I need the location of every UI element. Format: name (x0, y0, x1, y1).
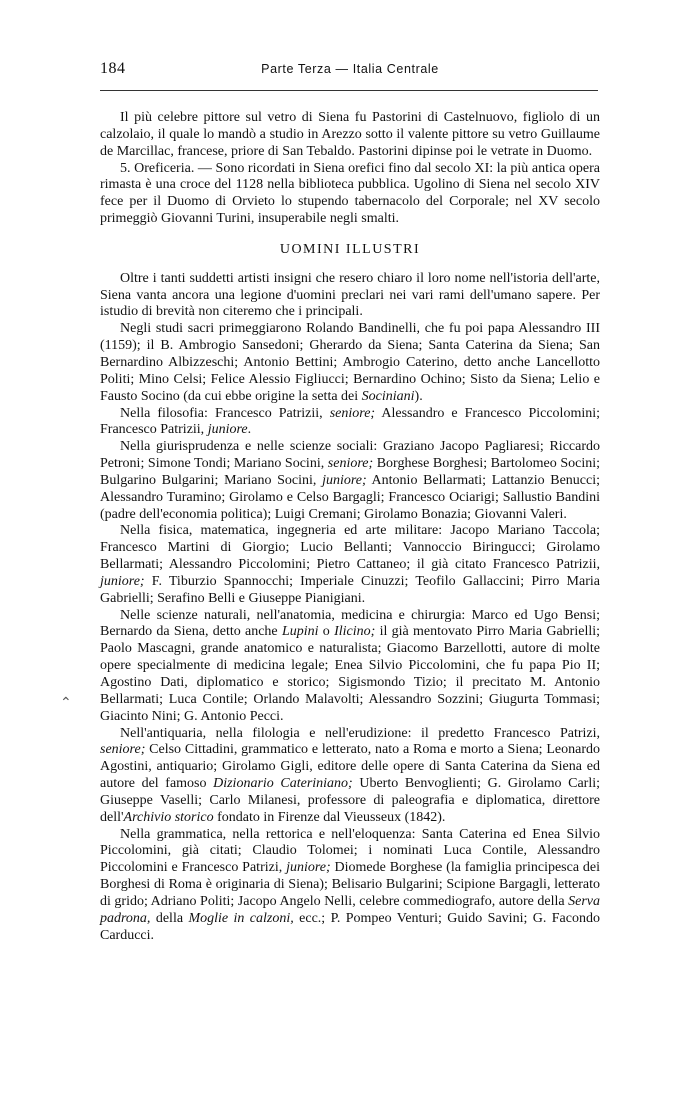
italic-text: Ilicino; (334, 624, 376, 640)
paragraph-text: Sono ricordati in Siena orefici fino dal secolo XI: la più antica opera rimasta è una croce del 1128 nella biblioteca pubblica. Ugolino di Siena nel secolo XIV fece per il Duomo di Orvieto lo stupendo tabernacolo del Corporale; nel XV secolo primeggiò Giovanni Turini, insuperabile negli smalti. (100, 160, 601, 227)
paragraph-filosofia (100, 406, 600, 440)
paragraph-text: Diomede Borghese (la famiglia principesca dei Borghesi di Roma è originaria di Siena); Belisario Bulgarini; Scipione Bargagli, letterato di grido; Adriano Politi; Jacopo Angelo Nelli, celebre commediografo, autore della (100, 860, 600, 909)
paragraph-giurisprudenza (100, 439, 600, 523)
paragraph-text: Oltre i tanti suddetti artisti insigni che resero chiaro il loro nome nell'istoria dell'arte, Siena vanta ancora una legione d'uomini preclari nei vari rami dell'umano sapere. Per istudio di brevità non citeremo che i principali. (100, 270, 600, 320)
paragraph-text: fondato in Firenze dal Vieusseux (1842). (213, 809, 446, 825)
italic-text: juniore (207, 422, 248, 438)
page-header (100, 60, 600, 84)
paragraph-text: Alessandro e Francesco Piccolomini; Francesco Patrizii, (100, 405, 600, 438)
paragraph-studi-sacri (100, 321, 600, 405)
paragraph-text: ecc.; P. Pompeo Venturi; Guido Savini; G. Facondo Carducci. (100, 910, 600, 943)
italic-text: Archivio storico (123, 809, 214, 825)
paragraph-text: Nell'antiquaria, nella filologia e nell'erudizione: il predetto Francesco Patrizi, (120, 725, 600, 741)
italic-text: seniore; (327, 456, 374, 472)
paragraph-text: ). (414, 388, 423, 404)
italic-text: seniore; (329, 405, 376, 421)
header-rule (100, 90, 598, 91)
section-title: UOMINI ILLUSTRI (279, 241, 421, 257)
paragraph-text: Borghese Borghesi; Bartolomeo Socini; Bulgarino Bulgarini; Mariano Socini, (100, 456, 601, 488)
paragraph-text: Nella giurisprudenza e nelle scienze sociali: Graziano Jacopo Pagliaresi; Riccardo Petroni; Simone Tondi; Mariano Socini, (100, 439, 600, 472)
italic-text: juniore; (322, 472, 367, 488)
paragraph-grammatica (100, 827, 600, 945)
paragraph-antiquaria (100, 726, 600, 827)
paragraph-text: o (318, 624, 335, 640)
italic-text: juniore; (286, 860, 331, 876)
paragraph-fisica (100, 523, 600, 607)
section-lead: 5. Oreficeria. — (120, 160, 212, 176)
italic-text: juniore; (100, 573, 145, 589)
paragraph-text: Nelle scienze naturali, nell'anatomia, medicina e chirurgia: Marco ed Ugo Bensi; Bernardo da Siena, detto anche (100, 607, 600, 640)
paragraph-text: . (247, 422, 252, 438)
paragraph-text: Il più celebre pittore sul vetro di Siena fu Pastorini di Castelnuovo, figliolo di un calzolaio, il quale lo mandò a studio in Arezzo sotto il valente pittore su vetro Guillaume de Marcillac, francese, priore di San Tebaldo. Pastorini dipinse poi le vetrate in Duomo. (100, 110, 600, 159)
page-number: 184 (100, 60, 126, 77)
italic-text: Moglie in calzoni, (188, 910, 294, 926)
paragraph-oreficeria (100, 161, 600, 228)
italic-text: seniore; (100, 742, 146, 758)
paragraph-text: Nella grammatica, nella rettorica e nell'eloquenza: Santa Caterina ed Enea Silvio Piccolomini, già citati; Claudio Tolomei; i nominati Luca Contile, Alessandro Piccolomini e Francesco Patrizi, (100, 826, 600, 876)
italic-text: Sociniani (361, 388, 415, 404)
margin-mark: ⌃ (60, 696, 72, 711)
paragraph-glass-painting (100, 110, 600, 161)
paragraph-intro (100, 271, 600, 322)
paragraph-text: della (150, 910, 189, 926)
paragraph-text: Nella fisica, matematica, ingegneria ed arte militare: Jacopo Mariano Taccola; Francesco Martini di Giorgio; Lucio Bellanti; Vannoccio Biringucci; Girolamo Bellarmati; Alessandro Piccolomini; Pietro Cattaneo; il già citato Francesco Patrizii, (100, 523, 600, 573)
running-head: Parte Terza — Italia Centrale (261, 62, 439, 76)
paragraph-scienze-naturali (100, 608, 600, 726)
body-text (100, 110, 600, 945)
paragraph-text: il già mentovato Pirro Maria Gabrielli; Paolo Mascagni, grande anatomico e naturalista; Giacomo Barzellotti, autore di molte opere specialmente di medicina legale; Enea Silvio Piccolomini, che fu papa Pio II; Agostino Dati, diplomatico e storico; Sigismondo Tizio; il precitato M. Antonio Bellarmati; Luca Contile; Orlando Malavolti; Alessandro Sozzini; Giugurta Tommasi; Giacinto Nini; G. Antonio Pecci. (100, 624, 601, 724)
paragraph-text: Celso Cittadini, grammatico e letterato, nato a Roma e morto a Siena; Leonardo Agostini, antiquario; Girolamo Gigli, editore delle opere di Santa Caterina da Siena ed autore del famoso (100, 742, 600, 792)
paragraph-text: Antonio Bellarmati; Lattanzio Benucci; Alessandro Turamino; Girolamo e Celso Bargagli; Francesco Ociarigi; Sallustio Bandini (padre dell'economia politica); Luigi Cremani; Girolamo Bonazia; Giovanni Valeri. (100, 472, 600, 522)
paragraph-text: Nella filosofia: Francesco Patrizii, (120, 405, 330, 421)
paragraph-text: F. Tiburzio Spannocchi; Imperiale Cinuzzi; Teofilo Gallaccini; Pirro Maria Gabrielli; Serafino Belli e Giuseppe Pianigiani. (100, 573, 600, 606)
italic-text: Dizionario Cateriniano; (213, 776, 353, 792)
italic-text: Lupini (281, 624, 319, 640)
paragraph-text: Negli studi sacri primeggiarono Rolando Bandinelli, che fu poi papa Alessandro III (1159); il B. Ambrogio Sansedoni; Gherardo da Siena; Santa Caterina da Siena; San Bernardino Albizzeschi; Antonio Bettini; Ambrogio Caterino, detto anche Lancellotto Politi; Mino Celsi; Felice Alessio Figliucci; Bernardino Ochino; Sisto da Siena; Lelio e Fausto Socino (da cui ebbe origine la setta dei (100, 321, 600, 404)
paragraph-text: Uberto Benvoglienti; G. Girolamo Carli; Giuseppe Vaselli; Carlo Milanesi, professore di paleografia e diplomatica, direttore dell' (100, 776, 600, 825)
italic-text: Serva padrona, (100, 893, 600, 926)
